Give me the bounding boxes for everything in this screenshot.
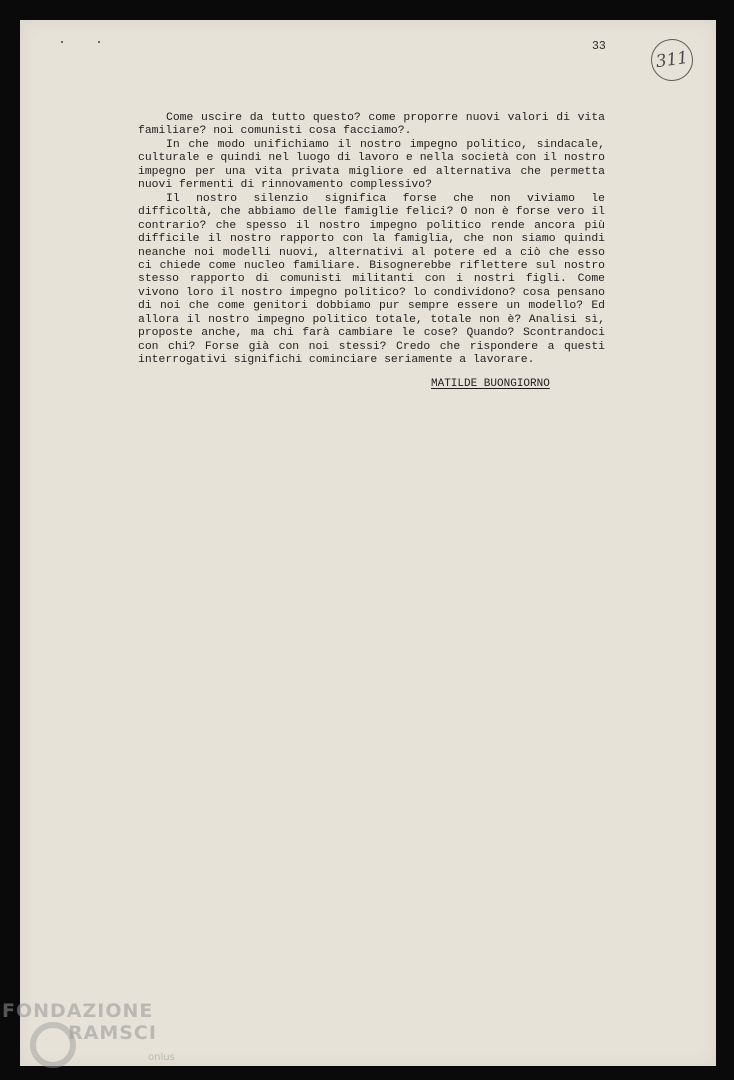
signature: MATILDE BUONGIORNO bbox=[431, 378, 550, 390]
document-page bbox=[20, 20, 716, 1066]
paragraph: Il nostro silenzio significa forse che non viviamo le difficoltà, che abbiamo delle famiglie felici? O non è forse vero il contrario? che spesso il nostro impegno politico rende ancora più difficile il nostro rapporto con la famiglia, che non siamo quindi neanche noi modelli nuovi, alternativi al potere ed a ciò che esso ci chiede come nucleo familiare. Bisognerebbe riflettere sul nostro stesso rapporto di comunisti militanti con i nostri figli. Come vivono loro il nostro impegno politico? lo condividono? cosa pensano di noi che come genitori dobbiamo pur sempre essere un modello? Ed allora il nostro impegno politico totale, totale non è? Analisi sì, proposte anche, ma chi farà cambiare le cose? Quando? Scontrandoci con chi? Forse già con noi stessi? Credo che rispondere a questi interrogativi significhi cominciare seriamente a lavorare. bbox=[138, 192, 605, 367]
logo-subtext: onlus bbox=[148, 1052, 175, 1063]
page-number: 33 bbox=[592, 40, 606, 53]
archive-number: 311 bbox=[654, 47, 690, 73]
letter-body bbox=[138, 112, 605, 368]
archive-number-stamp bbox=[648, 36, 695, 83]
logo-text-bottom: RAMSCI bbox=[68, 1022, 157, 1044]
paper-mark bbox=[98, 41, 100, 43]
logo-text-top: FONDAZIONE bbox=[2, 1000, 154, 1022]
paragraph: Come uscire da tutto questo? come proporre nuovi valori di vita familiare? noi comunisti cosa facciamo?. bbox=[138, 112, 605, 138]
paragraph: In che modo unifichiamo il nostro impegno politico, sindacale, culturale e quindi nel luogo di lavoro e nella società con il nostro impegno per una vita privata migliore ed alternativa che permetta nuovi fermenti di rinnovamento complessivo? bbox=[138, 138, 605, 192]
paper-mark bbox=[61, 41, 63, 43]
watermark-logo bbox=[2, 1000, 202, 1080]
